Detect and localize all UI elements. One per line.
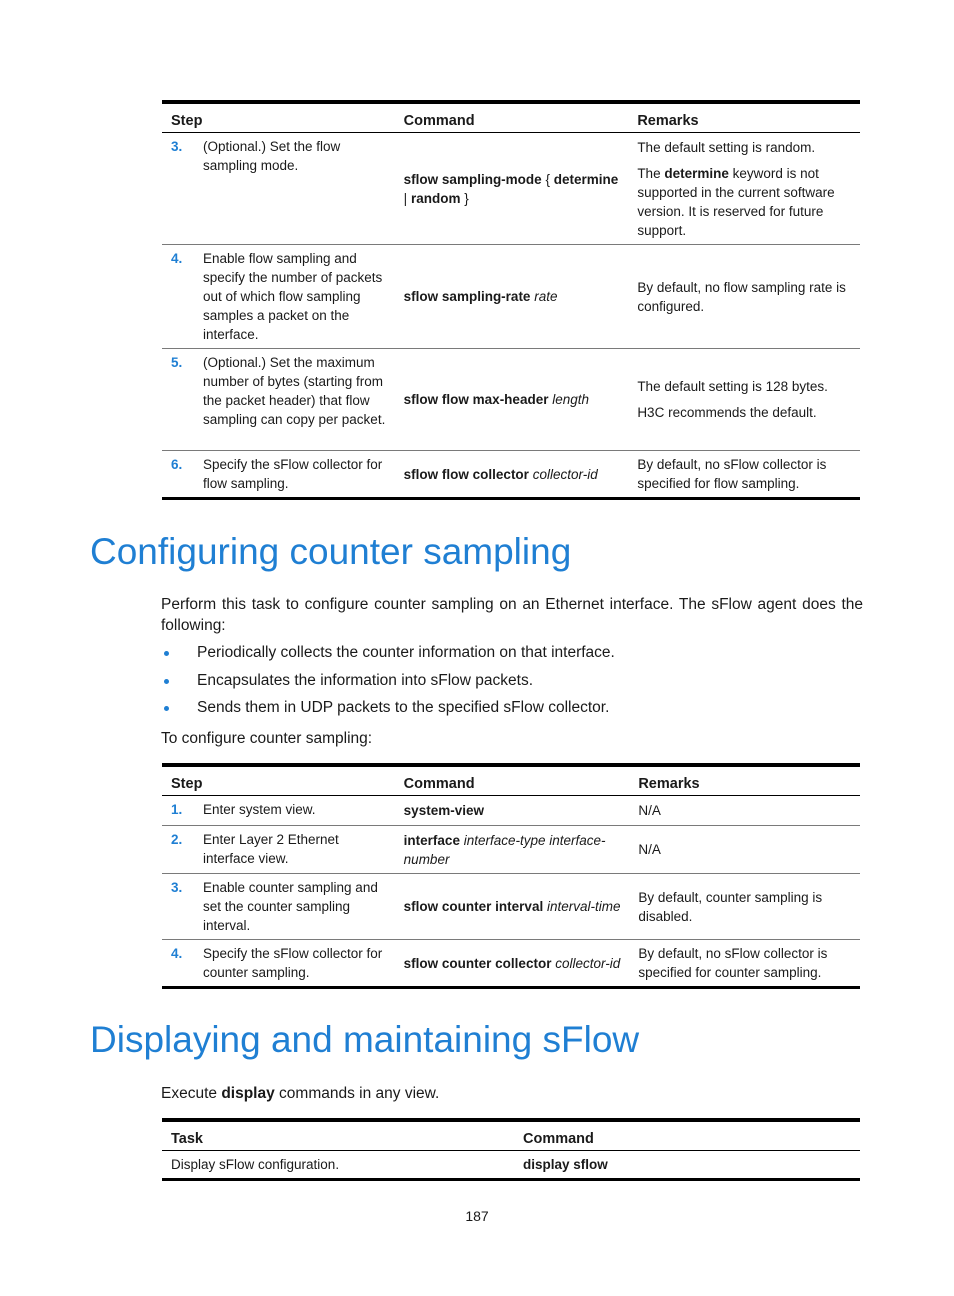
step-description: Enable counter sampling and set the counter sampling interval. <box>195 874 395 940</box>
text-segment: N/A <box>638 842 661 857</box>
lead-paragraph: To configure counter sampling: <box>161 730 373 747</box>
step-remarks <box>629 796 860 826</box>
step-number: 5. <box>162 349 195 451</box>
step-number: 4. <box>162 940 195 988</box>
table-row <box>162 451 860 499</box>
step-number: 1. <box>162 796 195 826</box>
flow-sampling-table <box>162 100 860 500</box>
command-keyword: determine <box>553 171 619 187</box>
text-segment: By default, no flow sampling rate is configured. <box>637 279 846 314</box>
header-task: Task <box>162 1120 514 1151</box>
command-keyword: determine <box>664 165 729 181</box>
command-keyword: system-view <box>403 803 484 818</box>
table-row <box>162 940 860 988</box>
text-segment: By default, no sFlow collector is specified for counter sampling. <box>638 946 828 980</box>
command-argument: interface-type interface-number <box>403 832 606 867</box>
step-number: 4. <box>162 245 195 349</box>
table-row <box>162 133 860 245</box>
display-intro-paragraph <box>161 1083 863 1104</box>
text-segment: The <box>637 165 665 181</box>
step-description: Specify the sFlow collector for flow sampling. <box>195 451 395 499</box>
step-command <box>395 796 630 826</box>
remark-paragraph <box>638 888 854 926</box>
command-keyword: sflow counter interval <box>403 899 544 914</box>
command-argument: interval-time <box>546 899 621 914</box>
remark-paragraph <box>637 403 854 422</box>
display-commands-table <box>162 1118 860 1181</box>
header-remarks: Remarks <box>628 102 860 133</box>
step-command <box>395 133 629 245</box>
step-description: Enter system view. <box>195 796 395 826</box>
remark-paragraph <box>638 944 854 982</box>
table-row <box>162 796 860 826</box>
list-item: Sends them in UDP packets to the specified sFlow collector. <box>161 697 615 725</box>
list-item: Encapsulates the information into sFlow packets. <box>161 670 615 698</box>
step-remarks <box>628 349 860 451</box>
step-description: (Optional.) Set the maximum number of bytes (starting from the packet header) that flow sampling can copy per packet. <box>195 349 395 451</box>
text-segment: { <box>541 171 554 187</box>
table-header-row <box>162 102 860 133</box>
step-command <box>395 349 629 451</box>
command-argument: rate <box>534 289 558 304</box>
step-remarks <box>628 133 860 245</box>
remark-paragraph <box>637 278 854 316</box>
step-number: 6. <box>162 451 195 499</box>
text-segment: | <box>403 190 411 206</box>
remark-paragraph <box>638 801 854 820</box>
remark-paragraph <box>637 138 854 157</box>
command-cell <box>514 1151 860 1180</box>
text-segment: Execute <box>161 1085 222 1102</box>
section-title-counter-sampling: Configuring counter sampling <box>90 531 572 572</box>
command-keyword: sflow sampling-rate <box>403 289 531 304</box>
text-segment: N/A <box>638 803 661 818</box>
text-segment: commands in any view. <box>274 1085 440 1102</box>
command-argument: collector-id <box>532 466 598 482</box>
table-row <box>162 1151 860 1180</box>
step-remarks <box>628 451 860 499</box>
header-step: Step <box>162 102 395 133</box>
step-command <box>395 451 629 499</box>
header-remarks: Remarks <box>629 765 860 796</box>
command-argument: length <box>552 392 590 407</box>
command-keyword: display <box>221 1085 275 1102</box>
command-keyword: sflow sampling-mode <box>403 171 542 187</box>
command-keyword: sflow counter collector <box>403 955 552 971</box>
step-description: Enter Layer 2 Ethernet interface view. <box>195 826 395 874</box>
command-keyword: display sflow <box>523 1157 608 1172</box>
command-keyword: sflow flow max-header <box>403 392 549 407</box>
section-title-display-maintain: Displaying and maintaining sFlow <box>90 1019 640 1060</box>
list-item: Periodically collects the counter information on that interface. <box>161 642 615 670</box>
step-command <box>395 874 630 940</box>
step-command <box>395 245 629 349</box>
table-row <box>162 874 860 940</box>
step-remarks <box>628 245 860 349</box>
step-description: Specify the sFlow collector for counter sampling. <box>195 940 395 988</box>
text-segment: By default, no sFlow collector is specified for flow sampling. <box>637 457 827 491</box>
step-remarks <box>629 826 860 874</box>
command-keyword: interface <box>403 832 460 848</box>
header-command: Command <box>514 1120 860 1151</box>
task-cell: Display sFlow configuration. <box>162 1151 514 1180</box>
step-remarks <box>629 874 860 940</box>
command-keyword: random <box>410 190 461 206</box>
text-segment: By default, counter sampling is disabled. <box>638 889 823 924</box>
counter-sampling-table <box>162 763 860 989</box>
table-row <box>162 245 860 349</box>
remark-paragraph <box>637 164 854 240</box>
table-row <box>162 826 860 874</box>
remark-paragraph <box>637 377 854 396</box>
step-command <box>395 940 630 988</box>
table-row <box>162 349 860 451</box>
step-remarks <box>629 940 860 988</box>
table-header-row <box>162 765 860 796</box>
intro-paragraph: Perform this task to configure counter sampling on an Ethernet interface. The sFlow agent does the following: <box>161 596 863 634</box>
header-command: Command <box>395 765 630 796</box>
step-command <box>395 826 630 874</box>
remark-paragraph <box>638 840 854 859</box>
header-command: Command <box>395 102 629 133</box>
remark-paragraph <box>637 455 854 493</box>
text-segment: The default setting is 128 bytes. <box>637 379 828 394</box>
bullet-list <box>161 642 615 725</box>
step-description: (Optional.) Set the flow sampling mode. <box>195 133 395 245</box>
header-step: Step <box>162 765 395 796</box>
command-argument: collector-id <box>555 955 621 971</box>
page-number: 187 <box>465 1208 489 1224</box>
text-segment: keyword is not supported in the current software version. It is reserved for future support. <box>637 165 835 238</box>
text-segment: The default setting is random. <box>637 139 816 155</box>
text-segment: H3C recommends the default. <box>637 405 817 420</box>
step-number: 3. <box>162 133 195 245</box>
step-number: 2. <box>162 826 195 874</box>
bullet-dot-icon <box>164 706 169 711</box>
step-description: Enable flow sampling and specify the number of packets out of which flow sampling samples a packet on the interface. <box>195 245 395 349</box>
text-segment: } <box>460 190 469 206</box>
bullet-dot-icon <box>164 651 169 656</box>
command-keyword: sflow flow collector <box>403 466 529 482</box>
step-number: 3. <box>162 874 195 940</box>
bullet-dot-icon <box>164 679 169 684</box>
table-header-row <box>162 1120 860 1151</box>
